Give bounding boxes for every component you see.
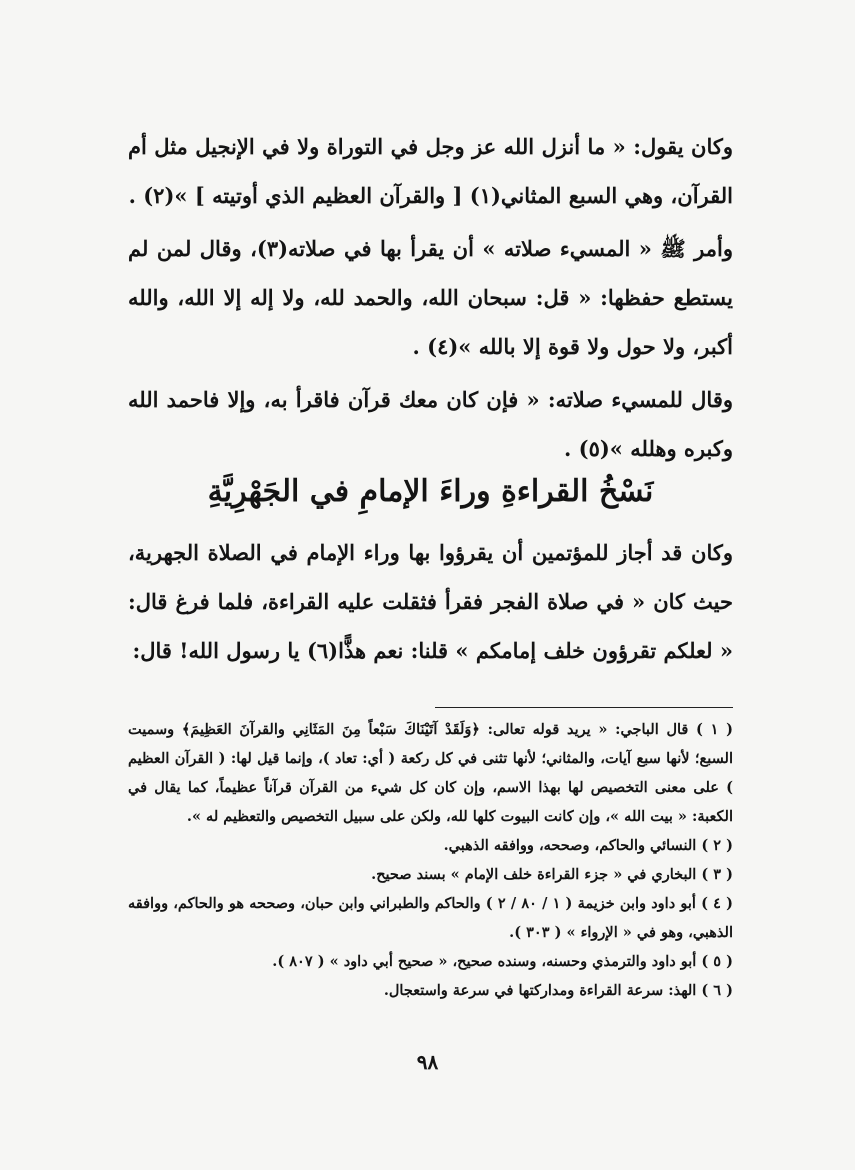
- footnote-1: ( ١ ) قال الباجي: « يريد قوله تعالى: ﴿وَلَقَدْ آتَيْنَاكَ سَبْعاً مِنَ المَثَانِي والقرآنَ العَظِيمَ﴾ وسميت السبع؛ لأنها سبع آيات، والمثاني؛ لأنها تثنى في كل ركعة ( أي: تعاد )، وإنما قيل لها: ( القرآن العظيم ) على معنى التخصيص لها بهذا الاسم، وإن كان كل شيء من القرآن قرآناً عظيماً، كما يقال في الكعبة: « بيت الله »، وإن كانت البيوت كلها لله، ولكن على سبيل التخصيص والتعظيم له ».: [128, 721, 733, 825]
- paragraph-4: وكان قد أجاز للمؤتمين أن يقرؤوا بها وراء الإمام في الصلاة الجهرية، حيث كان « في صلاة الفجر فقرأ فثقلت عليه القراءة، فلما فرغ قال: « لعلكم تقرؤون خلف إمامكم » قلنا: نعم هذًّا(٦) يا رسول الله! قال:: [128, 540, 733, 663]
- footnote-5: ( ٥ ) أبو داود والترمذي وحسنه، وسنده صحيح، « صحيح أبي داود » ( ٨٠٧ ).: [272, 953, 733, 970]
- footnote-2: ( ٢ ) النسائي والحاكم، وصححه، ووافقه الذهبي.: [443, 837, 733, 854]
- paragraph-2: وأمر ﷺ « المسيء صلاته » أن يقرأ بها في صلاته(٣)، وقال لمن لم يستطع حفظها: « قل: سبحان الله، والحمد لله، ولا إله إلا الله، والله أكبر، ولا حول ولا قوة إلا بالله »(٤) .: [128, 236, 733, 359]
- main-text: [128, 122, 733, 477]
- paragraph-1: وكان يقول: « ما أنزل الله عز وجل في التوراة ولا في الإنجيل مثل أم القرآن، وهي السبع المثاني(١) [ والقرآن العظيم الذي أوتيته ] »(٢) .: [128, 134, 733, 208]
- footnote-divider: [435, 707, 733, 708]
- footnote-4: ( ٤ ) أبو داود وابن خزيمة ( ١ / ٨٠ / ٢ ) والحاكم والطبراني وابن حبان، وصححه هو والحاكم، ووافقه الذهبي، وهو في « الإرواء » ( ٣٠٣ ).: [128, 895, 733, 941]
- footnote-6: ( ٦ ) الهذ: سرعة القراءة ومداركتها في سرعة واستعجال.: [383, 982, 733, 999]
- section-heading: نَسْخُ القراءةِ وراءَ الإمامِ في الجَهْرِيَّةِ: [207, 474, 654, 509]
- page-number: ٩٨: [416, 1050, 439, 1074]
- footnote-3: ( ٣ ) البخاري في « جزء القراءة خلف الإمام » بسند صحيح.: [371, 866, 733, 883]
- footnotes: [128, 715, 733, 1005]
- main-text-continued: [128, 528, 733, 679]
- paragraph-3: وقال للمسيء صلاته: « فإن كان معك قرآن فاقرأ به، وإلا فاحمد الله وكبره وهلله »(٥) .: [128, 387, 733, 461]
